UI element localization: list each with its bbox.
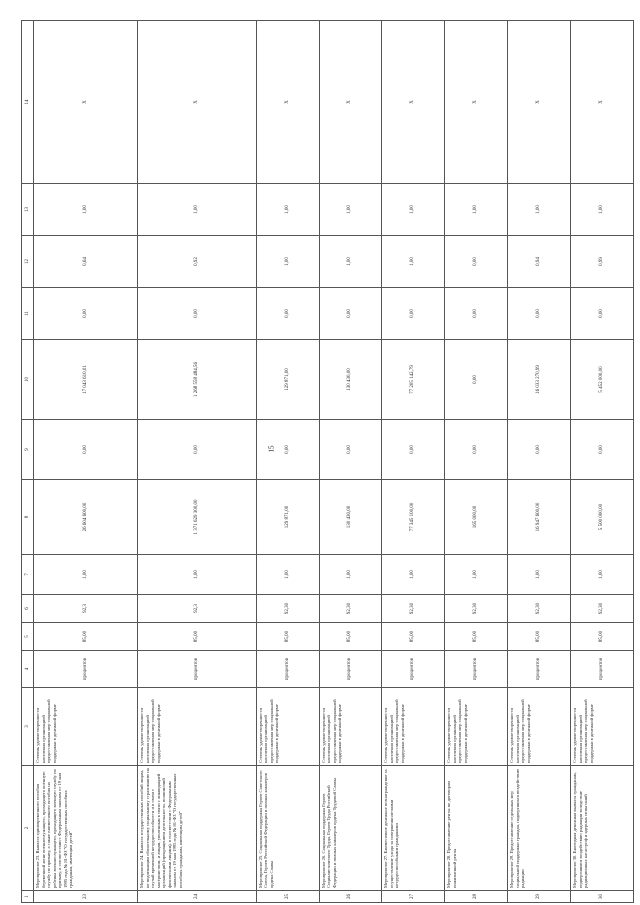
col-header: 13	[22, 184, 34, 236]
indicator-name: Степень удовлетворенности населения организацией предоставления мер социальной поддержки в денежной форме	[256, 688, 319, 766]
value-c7: 1,00	[319, 555, 382, 595]
report-table	[21, 20, 634, 903]
value-c6: 92,30	[445, 595, 508, 623]
indicator-name: Степень удовлетворенности населения организацией предоставления мер социальной поддержки в денежной форме	[382, 688, 445, 766]
indicator-name: Степень удовлетворенности населения организацией предоставления мер социальной поддержки в денежной форме	[571, 688, 634, 766]
rotated-page	[21, 21, 634, 903]
event-name: Мероприятие 24. Выплата государственных пособий лицам, не подлежащим обязательному социальному страхованию на случай временной нетрудоспособности и в связи с материнством, и лицам, уволенным в связи с ликвидацией организаций (прекращением деятельности, полномочий физическими лицами), в соответствии с Федеральным законом от 19 мая 1995 года № 81-ФЗ "О государственных пособиях гражданам, имеющим детей"	[138, 766, 256, 891]
value-c8: 165 000,00	[445, 480, 508, 555]
value-c6: 92,30	[382, 595, 445, 623]
rotated-content	[21, 21, 634, 903]
col-header: 7	[22, 555, 34, 595]
value-c11: 0,00	[382, 288, 445, 340]
value-c10: 5 452 000,00	[571, 340, 634, 420]
event-name: Мероприятие 26. Социальная поддержка Героев Социалистического Труда, Героев Труда Российской Федерации и полных кавалеров ордена Трудовой Славы	[319, 766, 382, 891]
col-header: 4	[22, 651, 34, 688]
value-c11: 0,00	[508, 288, 571, 340]
value-c5: 85,00	[508, 623, 571, 651]
value-c13: 1,00	[34, 184, 138, 236]
value-c9: 0,00	[508, 420, 571, 480]
value-c8: 5 500 000,00	[571, 480, 634, 555]
indicator-name: Степень удовлетворенности населения организацией предоставления мер социальной поддержки в денежной форме	[445, 688, 508, 766]
value-c14: X	[445, 21, 508, 184]
row-number: 25	[256, 891, 319, 903]
value-c5: 85,00	[382, 623, 445, 651]
unit: процентов	[382, 651, 445, 688]
event-name: Мероприятие 27. Ежемесячное денежное вознаграждение за осуществление ухода за совершеннолетними нетрудоспособными гражданами	[382, 766, 445, 891]
value-c10: 16 033 270,99	[508, 340, 571, 420]
value-c8: 77 345 100,00	[382, 480, 445, 555]
value-c12: 0,64	[34, 236, 138, 288]
page-number: 15	[267, 445, 276, 453]
unit: процентов	[319, 651, 382, 688]
indicator-name: Степень удовлетворенности населения организацией предоставления мер социальной поддержки в денежной форме	[319, 688, 382, 766]
row-number: 23	[34, 891, 138, 903]
table-row	[445, 21, 508, 903]
value-c13: 1,00	[319, 184, 382, 236]
value-c5: 85,00	[319, 623, 382, 651]
unit: процентов	[445, 651, 508, 688]
value-c8: 26 604 600,00	[34, 480, 138, 555]
value-c13: 1,00	[382, 184, 445, 236]
value-c7: 1,00	[138, 555, 256, 595]
value-c12: 1,00	[256, 236, 319, 288]
value-c6: 92,30	[508, 595, 571, 623]
col-header: 12	[22, 236, 34, 288]
value-c13: 1,00	[508, 184, 571, 236]
value-c13: 1,00	[256, 184, 319, 236]
value-c6: 92,30	[319, 595, 382, 623]
value-c6: 92,30	[571, 595, 634, 623]
value-c12: 0,99	[571, 236, 634, 288]
value-c11: 0,00	[138, 288, 256, 340]
event-name: Мероприятие 29. Предоставление отдельных мер социальной поддержки граждан, подвергшихся воздействию радиации	[508, 766, 571, 891]
table-row	[256, 21, 319, 903]
value-c10: 130 430,00	[319, 340, 382, 420]
event-name: Мероприятие 28. Предоставление ренты по договорам пожизненной ренты	[445, 766, 508, 891]
value-c11: 0,00	[34, 288, 138, 340]
value-c6: 92,3	[34, 595, 138, 623]
value-c7: 1,00	[34, 555, 138, 595]
unit: процентов	[256, 651, 319, 688]
value-c6: 92,3	[138, 595, 256, 623]
col-header: 14	[22, 21, 34, 184]
value-c12: 0,00	[445, 236, 508, 288]
value-c14: X	[508, 21, 571, 184]
event-name: Мероприятие 23. Выплата единовременного пособия беременной жене военнослужащего, проходящего военную службу по призыву, а также ежемесячного пособия на ребенка военнослужащего, проходящего военную службу по призыву, в соответствии с Федеральным законом от 19 мая 1995 года № 81-ФЗ "О государственных пособиях гражданам, имеющим детей"	[34, 766, 138, 891]
value-c5: 85,00	[138, 623, 256, 651]
value-c5: 85,00	[445, 623, 508, 651]
table-row	[138, 21, 256, 903]
table-row	[34, 21, 138, 903]
value-c8: 1 371 629 300,00	[138, 480, 256, 555]
value-c12: 1,00	[319, 236, 382, 288]
indicator-name: Степень удовлетворенности населения организацией предоставления мер социальной поддержки в денежной форме	[508, 688, 571, 766]
value-c14: X	[319, 21, 382, 184]
unit: процентов	[571, 651, 634, 688]
row-number: 24	[138, 891, 256, 903]
value-c12: 0,94	[508, 236, 571, 288]
header-row	[22, 21, 34, 903]
value-c5: 85,00	[571, 623, 634, 651]
value-c7: 1,00	[571, 555, 634, 595]
value-c13: 1,00	[571, 184, 634, 236]
row-number: 28	[445, 891, 508, 903]
value-c12: 0,92	[138, 236, 256, 288]
row-number: 30	[571, 891, 634, 903]
value-c14: X	[34, 21, 138, 184]
col-header: 5	[22, 623, 34, 651]
value-c14: X	[256, 21, 319, 184]
value-c14: X	[382, 21, 445, 184]
value-c12: 1,00	[382, 236, 445, 288]
value-c5: 85,00	[34, 623, 138, 651]
value-c8: 129 871,00	[256, 480, 319, 555]
table-row	[382, 21, 445, 903]
value-c8: 130 430,00	[319, 480, 382, 555]
value-c7: 1,00	[256, 555, 319, 595]
value-c13: 1,00	[445, 184, 508, 236]
unit: процентов	[508, 651, 571, 688]
col-header: 3	[22, 688, 34, 766]
value-c11: 0,00	[319, 288, 382, 340]
value-c5: 85,00	[256, 623, 319, 651]
value-c10: 129 871,00	[256, 340, 319, 420]
value-c10: 77 205 142,79	[382, 340, 445, 420]
table-row	[319, 21, 382, 903]
table-row	[508, 21, 571, 903]
value-c10: 0,00	[445, 340, 508, 420]
value-c9: 0,00	[319, 420, 382, 480]
value-c9: 0,00	[138, 420, 256, 480]
row-number: 27	[382, 891, 445, 903]
col-header: 2	[22, 766, 34, 891]
value-c7: 1,00	[382, 555, 445, 595]
value-c10: 17 043 610,01	[34, 340, 138, 420]
value-c9: 0,00	[382, 420, 445, 480]
value-c11: 0,00	[571, 288, 634, 340]
value-c9: 0,00	[571, 420, 634, 480]
unit: процентов	[34, 651, 138, 688]
value-c11: 0,00	[445, 288, 508, 340]
value-c8: 16 947 600,00	[508, 480, 571, 555]
value-c11: 0,00	[256, 288, 319, 340]
value-c13: 1,00	[138, 184, 256, 236]
col-header: 1	[22, 891, 34, 903]
indicator-name: Степень удовлетворенности населения организацией предоставления мер социальной поддержки в денежной форме	[34, 688, 138, 766]
value-c7: 1,00	[445, 555, 508, 595]
table-row	[571, 21, 634, 903]
value-c6: 92,30	[256, 595, 319, 623]
value-c14: X	[571, 21, 634, 184]
value-c14: X	[138, 21, 256, 184]
unit: процентов	[138, 651, 256, 688]
value-c9: 0,00	[34, 420, 138, 480]
row-number: 29	[508, 891, 571, 903]
col-header: 10	[22, 340, 34, 420]
row-number: 26	[319, 891, 382, 903]
event-name: Мероприятие 30. Ежегодная денежная выплата гражданам, подвергшимся воздействию радиации вследствие радиационных катастроф и ядерных испытаний	[571, 766, 634, 891]
col-header: 9	[22, 420, 34, 480]
value-c9: 0,00	[256, 420, 319, 480]
col-header: 8	[22, 480, 34, 555]
value-c9: 0,00	[445, 420, 508, 480]
value-c7: 1,00	[508, 555, 571, 595]
value-c10: 1 268 558 484,56	[138, 340, 256, 420]
col-header: 6	[22, 595, 34, 623]
event-name: Мероприятие 25. Социальная поддержка Героев Советского Союза, Героев Российской Федерации и полных кавалеров ордена Славы	[256, 766, 319, 891]
indicator-name: Степень удовлетворенности населения организацией предоставления мер социальной поддержки в денежной форме	[138, 688, 256, 766]
col-header: 11	[22, 288, 34, 340]
